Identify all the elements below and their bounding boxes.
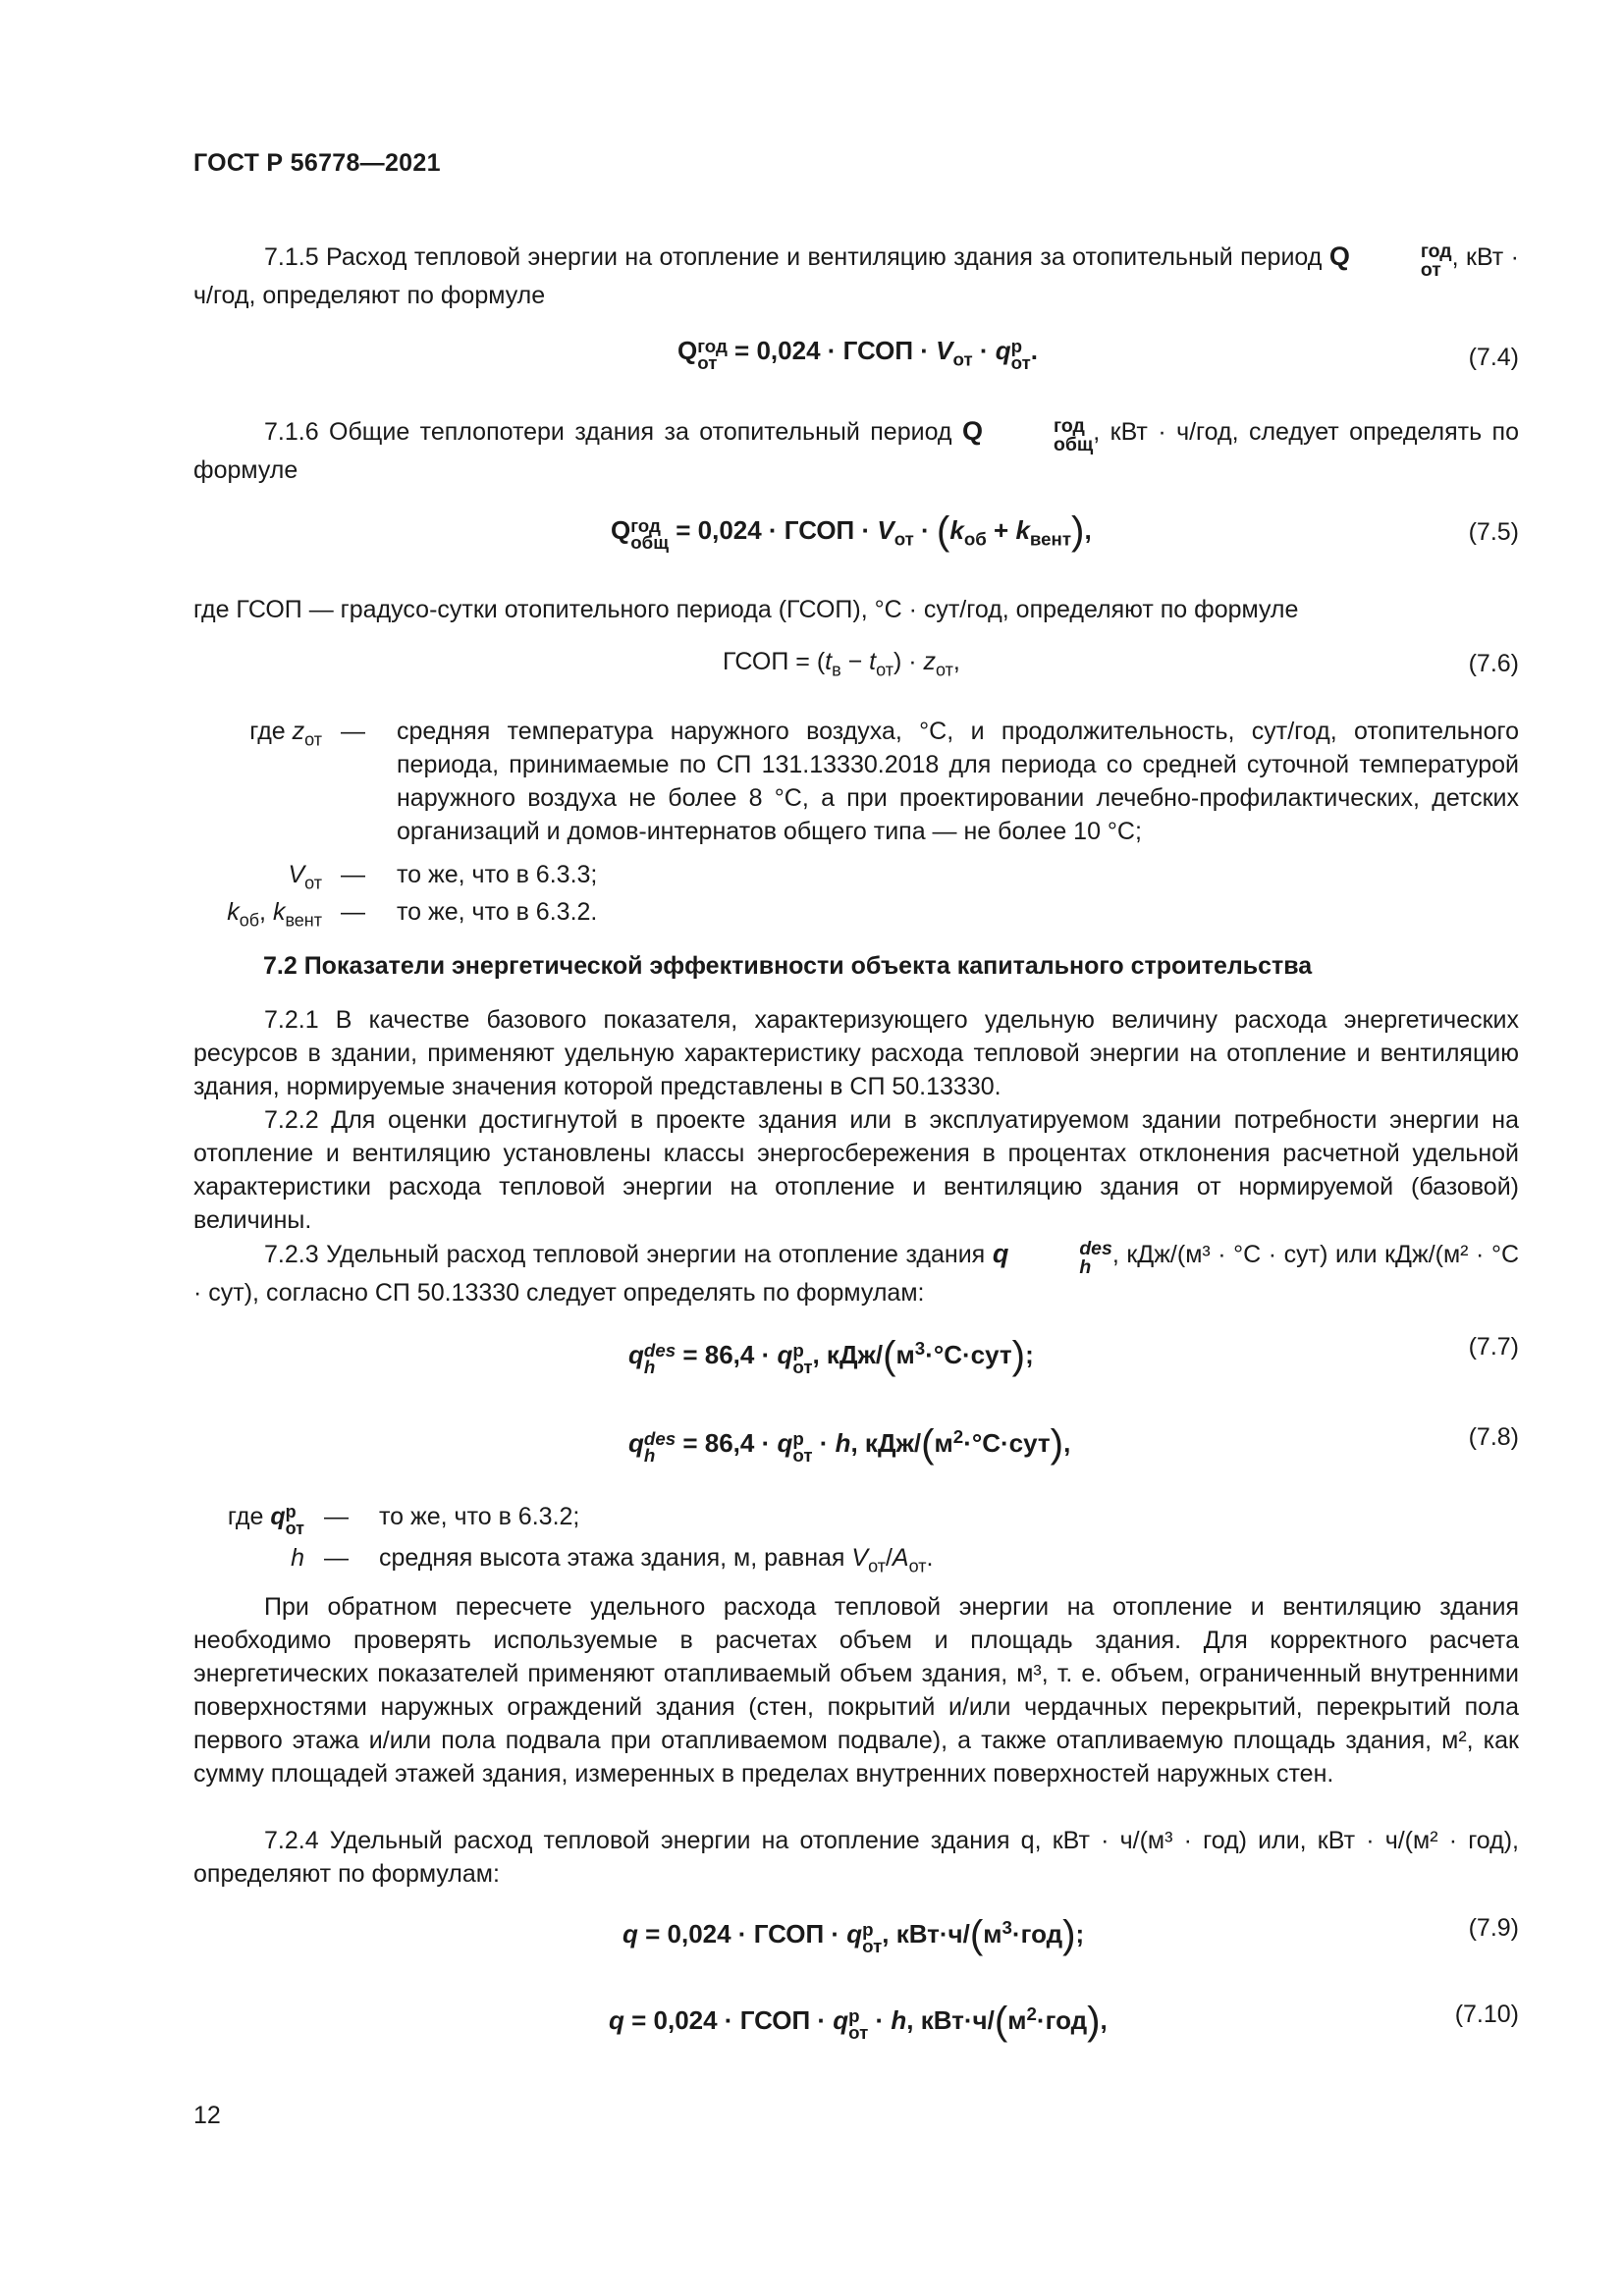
where-h-text-body: средняя высота этажа здания, м, равная (379, 1544, 845, 1572)
formula-7-5-number: (7.5) (1468, 518, 1519, 546)
paragraph-7-1-5-text: 7.1.5 Расход тепловой энергии на отопление и вентиляцию здания за отопительный период (264, 243, 1323, 271)
where-z-dash: — (341, 718, 365, 745)
formula-7-8-number: (7.8) (1468, 1423, 1519, 1451)
paragraph-7-2-4: 7.2.4 Удельный расход тепловой энергии на отопление здания q, кВт · ч/(м³ · год) или, кВт · ч/(м² · год), определяют по формулам: (193, 1827, 1519, 1888)
where-z-symbol: где $z_{от}$ (249, 718, 322, 750)
formula-7-6: ГСОП = $(t_в - t_{от}) \cdot z_{от}$, (723, 648, 960, 680)
paragraph-7-1-5-unit: , кВт · ч/год, определяют по формуле (193, 243, 1519, 310)
where-z-row (0, 715, 1624, 862)
where-q-symbol: где q р от (227, 1501, 304, 1538)
formula-7-8: q des h = 86,4 · q р от · h, кДж/$(м^2\cdot^\circ С\cdot сут)$, (628, 1421, 1071, 1467)
paragraph-7-2-3-text: 7.2.3 Удельный расход тепловой энергии на отопление здания (264, 1241, 986, 1268)
paragraph-7-2-3 (193, 1237, 1519, 1309)
formula-7-4-number: (7.4) (1468, 344, 1519, 371)
where-q-text: то же, что в 6.3.2; (379, 1503, 580, 1530)
where-h-symbol: h (291, 1544, 304, 1572)
section-7-2-title: 7.2 Показатели энергетической эффективности объекта капитального строительства (263, 952, 1313, 980)
paragraph-7-2-1: 7.2.1 В качестве базового показателя, характеризующего удельную величину расхода энергетических ресурсов в здании, применяют удельную характеристику расхода тепловой энергии на отопление и вентиляцию здания, нормируемые значения которой представлены в СП 50.13330. (193, 1006, 1519, 1100)
formula-7-10-number: (7.10) (1454, 2001, 1519, 2028)
paragraph-7-1-6-unit: , кВт · ч/год, следует определять по формуле (193, 418, 1520, 485)
formula-7-7-number: (7.7) (1468, 1333, 1519, 1361)
paragraph-recalculation: При обратном пересчете удельного расхода тепловой энергии на отопление и вентиляцию здания необходимо проверять используемые в расчетах объем и площадь здания. Для корректного расчета энергетических показателей применяют отапливаемый объем здания, м³, т. е. объем, ограниченный внутренними поверхностями наружных ограждений здания (стен, покрытий и/или чердачных перекрытий, перекрытий пола первого этажа и/или пола подвала при отапливаемом подвале), а также отапливаемую площадь здания, м², как сумму площадей этажей здания, измеренных в пределах внутренних поверхностей наружных стен. (193, 1593, 1519, 1788)
standard-code-header: ГОСТ Р 56778—2021 (193, 149, 441, 177)
paragraph-7-1-5 (193, 240, 1519, 312)
formula-7-4: Q год от = 0,024 · ГСОП · $V_{от} \cdot q$ р от . (677, 335, 1038, 374)
formula-7-10: q = 0,024 · ГСОП · q р от · h, $кВт\cdot ч/(м^2\cdot год)$, (609, 1999, 1108, 2044)
where-v-symbol: $V_{от}$ (288, 861, 322, 893)
formula-7-6-number: (7.6) (1468, 650, 1519, 677)
paragraph-7-1-6-text: 7.1.6 Общие теплопотери здания за отопительный период (264, 418, 952, 446)
where-v-text: то же, что в 6.3.3; (397, 861, 598, 888)
formula-7-9: q = 0,024 · ГСОП · q р от , $кВт\cdot ч/(м^3\cdot год)$; (623, 1912, 1085, 1957)
where-k-text: то же, что в 6.3.2. (397, 898, 598, 926)
where-v-dash: — (341, 861, 365, 888)
q-ot-god-symbol: Q год от (1328, 240, 1452, 281)
where-q-dash: — (324, 1503, 349, 1530)
paragraph-7-2-2: 7.2.2 Для оценки достигнутой в проекте здания или в эксплуатируемом здании потребности энергии на отопление и вентиляцию установлены классы энергосбережения в процентах отклонения расчетной удельной характеристики расхода тепловой энергии на отопление и вентиляцию здания от нормируемой (базовой) величины. (193, 1106, 1519, 1234)
paragraph-7-1-6 (193, 414, 1519, 487)
paragraph-7-2-3-unit: , кДж/(м³ · °С · сут) или кДж/(м² · °С · сут), согласно СП 50.13330 следует определять по формулам: (193, 1241, 1520, 1308)
formula-7-7: q des h = 86,4 · q р от , кДж/$(м^3\cdot^\circ С\cdot сут)$; (628, 1333, 1034, 1378)
where-k-dash: — (341, 898, 365, 926)
formula-7-5: Q год общ = 0,024 · ГСОП · $V_{от} \cdot (k_{об} + k_{вент})$, (611, 508, 1092, 554)
page-number: 12 (193, 2102, 221, 2129)
paragraph-gsop-definition: где ГСОП — градусо-сутки отопительного периода (ГСОП), °С · сут/год, определяют по формуле (193, 596, 1299, 623)
q-h-des-symbol: q des h (992, 1238, 1112, 1278)
where-h-text: средняя высота этажа здания, м, равная $V_{от}/A_{от}$. (379, 1544, 934, 1576)
where-z-text: средняя температура наружного воздуха, °С, и продолжительность, сут/год, отопительного периода, принимаемые по СП 131.13330.2018 для периода со средней суточной температурой наружного воздуха не более 8 °С, а при проектировании лечебно-профилактических, детских организаций и домов-интернатов общего типа — не более 10 °С; (397, 718, 1519, 845)
where-h-dash: — (324, 1544, 349, 1572)
formula-7-9-number: (7.9) (1468, 1914, 1519, 1942)
where-k-symbol: $k_{об}$, $k_{вент}$ (227, 898, 322, 931)
q-obshch-god-symbol: Q год общ (961, 415, 1094, 455)
